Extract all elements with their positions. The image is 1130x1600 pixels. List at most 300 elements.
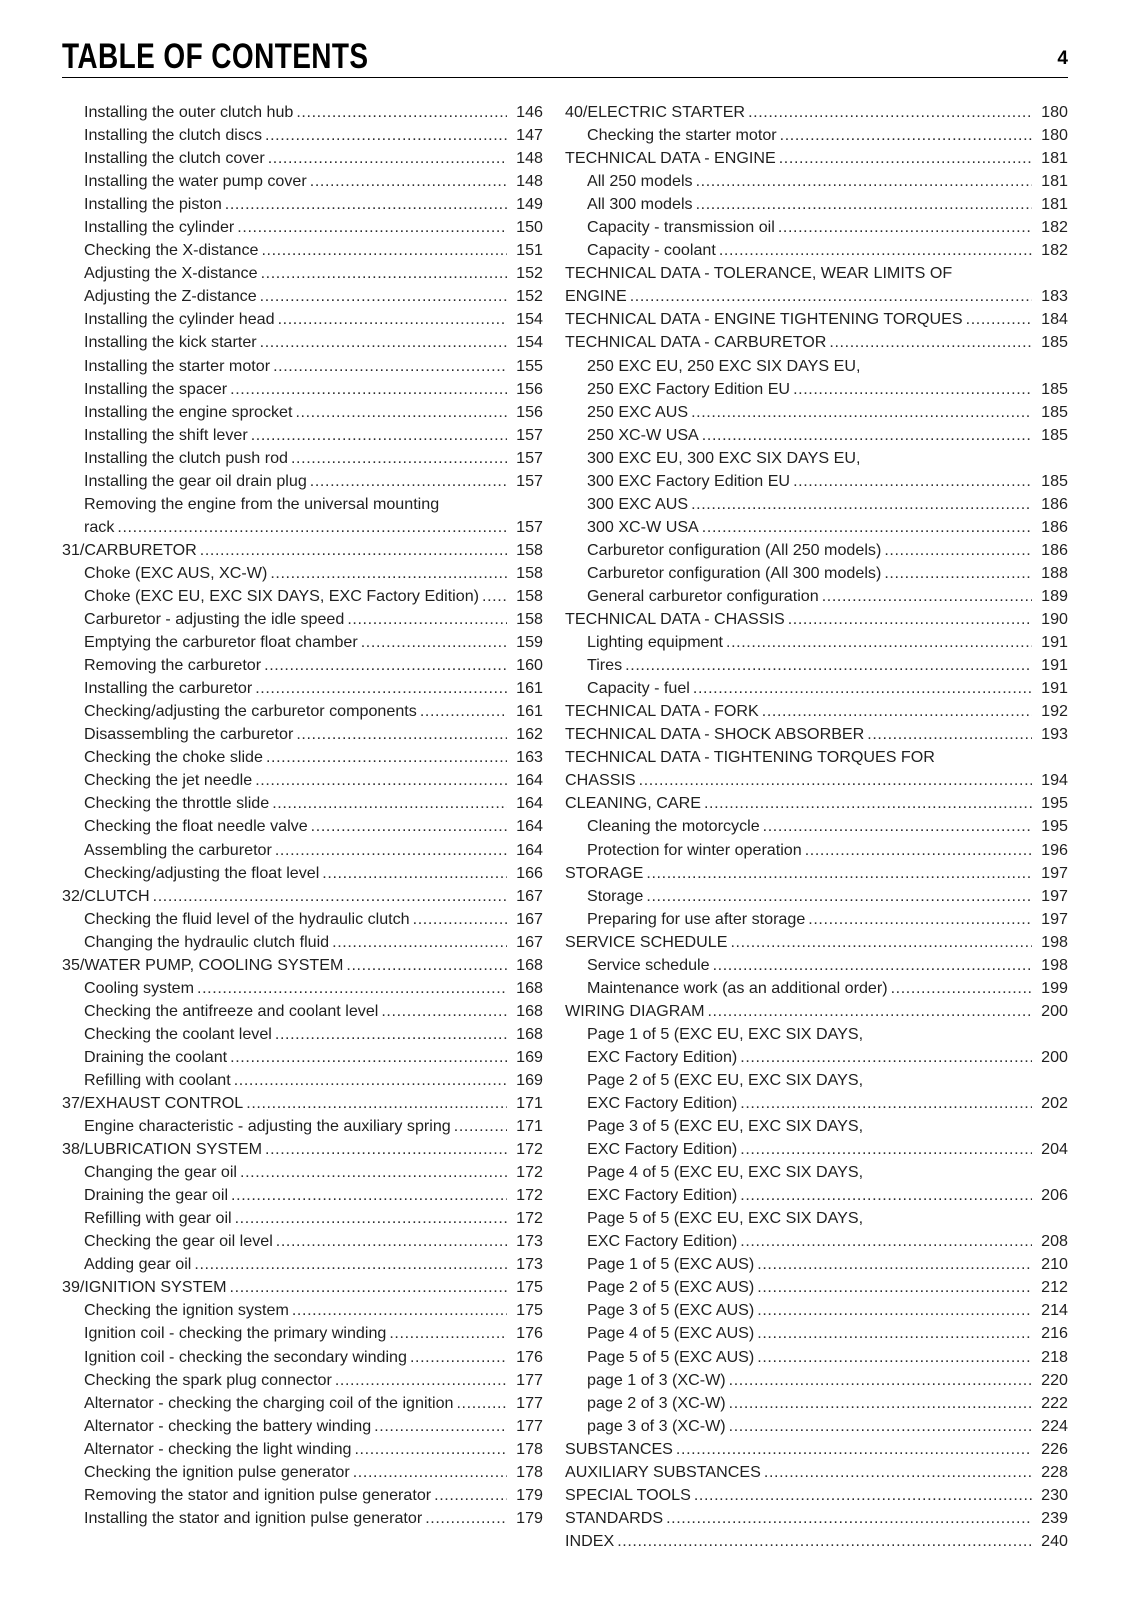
toc-page-number: 183 [1041,287,1068,306]
toc-entry[interactable] [62,1138,543,1161]
toc-entry-line [587,1346,1068,1369]
toc-entry[interactable] [62,885,543,908]
toc-page-number: 239 [1041,1508,1068,1527]
toc-page-number: 200 [1041,1001,1068,1020]
toc-dot-leader [693,677,1032,700]
toc-page-number: 185 [1041,425,1068,444]
toc-entry-label: Installing the cylinder head [84,310,275,329]
toc-dot-leader [296,723,507,746]
toc-entry[interactable] [565,1415,1068,1438]
toc-entry-line [62,954,543,977]
toc-page-number: 216 [1041,1324,1068,1343]
toc-page-number: 185 [1041,402,1068,421]
toc-entry[interactable] [62,1046,543,1069]
toc-entry-line [587,239,1068,262]
toc-entry[interactable] [565,562,1068,585]
toc-entry[interactable] [565,308,1068,331]
toc-entry-line [587,1253,1068,1276]
toc-entry[interactable] [62,401,543,424]
toc-page-number: 198 [1041,955,1068,974]
toc-entry[interactable] [62,470,543,493]
toc-page-number: 172 [516,1140,543,1159]
toc-entry[interactable] [62,1023,543,1046]
toc-entry-line [587,885,1068,908]
toc-dot-leader [966,308,1032,331]
toc-entry[interactable] [62,124,543,147]
toc-entry-label: Preparing for use after storage [587,909,806,928]
toc-entry[interactable] [565,170,1068,193]
toc-entry[interactable] [62,769,543,792]
toc-entry[interactable] [62,1415,543,1438]
toc-entry-line [565,792,1068,815]
toc-dot-leader [793,378,1032,401]
toc-entry[interactable] [565,216,1068,239]
toc-dot-leader [275,839,507,862]
toc-entry-line [84,1000,543,1023]
toc-entry[interactable] [62,562,543,585]
toc-entry-label: INDEX [565,1531,615,1550]
toc-entry-label: Checking the float needle valve [84,817,308,836]
toc-entry-line [587,1092,1068,1115]
toc-entry[interactable] [62,539,543,562]
toc-dot-leader [729,1369,1032,1392]
toc-entry[interactable] [565,1392,1068,1415]
toc-entry[interactable] [62,908,543,931]
toc-entry[interactable] [565,723,1068,746]
toc-entry[interactable] [565,1507,1068,1530]
toc-entry-label: Changing the hydraulic clutch fluid [84,932,330,951]
toc-entry[interactable] [565,355,1068,401]
toc-entry[interactable] [565,585,1068,608]
toc-page-number: 164 [516,817,543,836]
toc-page-number: 154 [516,310,543,329]
toc-entry[interactable] [565,1346,1068,1369]
toc-dot-leader [354,1438,507,1461]
toc-page-number: 204 [1041,1140,1068,1159]
toc-entry[interactable] [565,977,1068,1000]
toc-dot-leader [666,1507,1032,1530]
toc-dot-leader [389,1322,507,1345]
toc-entry-line [84,977,543,1000]
toc-page-number: 179 [516,1485,543,1504]
toc-entry-label: Page 2 of 5 (EXC EU, EXC SIX DAYS, [587,1070,864,1089]
toc-entry-line [587,1046,1068,1069]
toc-entry[interactable] [565,401,1068,424]
toc-entry[interactable] [62,1507,543,1530]
toc-page-number: 161 [516,679,543,698]
toc-entry[interactable] [62,1322,543,1345]
toc-entry[interactable] [565,1322,1068,1345]
toc-page-number: 191 [1041,656,1068,675]
toc-entry[interactable] [565,954,1068,977]
toc-entry-label: Refilling with gear oil [84,1209,232,1228]
toc-entry[interactable] [565,1000,1068,1023]
toc-entry[interactable] [62,1484,543,1507]
toc-entry-line [62,885,543,908]
toc-entry-line [587,908,1068,931]
toc-entry[interactable] [62,1230,543,1253]
toc-entry[interactable] [62,1115,543,1138]
toc-entry[interactable] [62,193,543,216]
toc-entry-label: Choke (EXC EU, EXC SIX DAYS, EXC Factory Edition) [84,586,480,605]
toc-page-number: 199 [1041,978,1068,997]
toc-dot-leader [194,1253,507,1276]
toc-entry[interactable] [565,147,1068,170]
toc-entry-line [565,308,1068,331]
toc-dot-leader [822,585,1032,608]
toc-entry[interactable] [565,1530,1068,1553]
toc-dot-leader [707,1000,1032,1023]
toc-entry[interactable] [565,516,1068,539]
toc-page-number: 240 [1041,1531,1068,1550]
toc-entry[interactable] [62,1346,543,1369]
toc-entry[interactable] [62,1000,543,1023]
toc-dot-leader [264,654,507,677]
toc-entry-label: EXC Factory Edition) [587,1094,738,1113]
toc-entry-label: Lighting equipment [587,633,724,652]
toc-entry[interactable] [565,792,1068,815]
toc-dot-leader [434,1484,507,1507]
toc-entry-label: TECHNICAL DATA - ENGINE [565,149,776,168]
toc-dot-leader [296,101,507,124]
toc-entry-line [587,977,1068,1000]
toc-page-number: 178 [516,1462,543,1481]
toc-dot-leader [646,885,1032,908]
toc-entry-line [565,862,1068,885]
toc-page-number: 186 [1041,517,1068,536]
toc-entry-line [565,746,1068,769]
toc-entry[interactable] [62,839,543,862]
toc-dot-leader [691,493,1032,516]
toc-entry[interactable] [565,654,1068,677]
toc-page-number: 206 [1041,1186,1068,1205]
toc-entry[interactable] [62,331,543,354]
toc-entry[interactable] [565,1484,1068,1507]
toc-entry[interactable] [62,723,543,746]
toc-entry-line [587,1207,1068,1230]
toc-entry[interactable] [62,631,543,654]
toc-dot-leader [702,516,1032,539]
toc-entry-line [84,239,543,262]
toc-entry[interactable] [565,239,1068,262]
toc-dot-leader [691,401,1032,424]
toc-entry-label: Installing the cylinder [84,218,235,237]
toc-page-number: 179 [516,1508,543,1527]
toc-entry[interactable] [62,493,543,539]
toc-page-number: 150 [516,218,543,237]
toc-entry-label: EXC Factory Edition) [587,1232,738,1251]
toc-dot-leader [676,1438,1032,1461]
toc-entry-line [587,815,1068,838]
toc-dot-leader [808,908,1032,931]
toc-entry-label: Installing the starter motor [84,356,271,375]
toc-entry[interactable] [62,954,543,977]
toc-entry[interactable] [565,746,1068,792]
toc-entry[interactable] [62,1092,543,1115]
toc-dot-leader [757,1346,1032,1369]
toc-entry-line [84,1069,543,1092]
toc-page-number: 212 [1041,1278,1068,1297]
toc-entry[interactable] [565,815,1068,838]
toc-entry[interactable] [565,885,1068,908]
toc-entry-label: Service schedule [587,955,710,974]
toc-entry[interactable] [565,262,1068,308]
toc-page-number: 149 [516,195,543,214]
toc-dot-leader [374,1415,507,1438]
toc-dot-leader [270,562,507,585]
toc-page-number: 158 [516,610,543,629]
toc-entry[interactable] [62,355,543,378]
toc-entry-label: Checking the jet needle [84,771,253,790]
toc-dot-leader [454,1115,507,1138]
toc-entry-label: Installing the engine sprocket [84,402,293,421]
toc-dot-leader [891,977,1032,1000]
toc-entry[interactable] [62,1461,543,1484]
toc-page-number: 195 [1041,794,1068,813]
toc-dot-leader [704,792,1032,815]
toc-entry-label: CLEANING, CARE [565,794,701,813]
toc-entry[interactable] [62,815,543,838]
toc-entry[interactable] [62,1392,543,1415]
toc-entry[interactable] [565,493,1068,516]
toc-entry[interactable] [565,1207,1068,1253]
toc-entry[interactable] [62,308,543,331]
toc-entry[interactable] [62,1438,543,1461]
toc-dot-leader [200,539,507,562]
toc-page-number: 193 [1041,725,1068,744]
toc-entry-line [587,1184,1068,1207]
toc-page-number: 164 [516,771,543,790]
toc-entry[interactable] [62,700,543,723]
toc-entry[interactable] [565,124,1068,147]
toc-entry[interactable] [62,1276,543,1299]
toc-dot-leader [420,700,507,723]
toc-entry-label: Installing the shift lever [84,425,248,444]
toc-entry-line [84,1369,543,1392]
toc-entry-label: Page 1 of 5 (EXC AUS) [587,1255,755,1274]
toc-entry[interactable] [62,1184,543,1207]
toc-entry[interactable] [62,1369,543,1392]
toc-entry[interactable] [62,746,543,769]
toc-entry-line [84,1346,543,1369]
toc-page-number: 163 [516,748,543,767]
toc-entry[interactable] [62,1069,543,1092]
toc-entry[interactable] [565,331,1068,354]
toc-page-number: 189 [1041,586,1068,605]
toc-entry[interactable] [62,608,543,631]
toc-entry-label: Page 3 of 5 (EXC AUS) [587,1301,755,1320]
toc-entry[interactable] [62,216,543,239]
toc-entry-line [84,654,543,677]
toc-entry[interactable] [565,1253,1068,1276]
toc-page-number: 180 [1041,126,1068,145]
toc-dot-leader [617,1530,1032,1553]
toc-dot-leader [757,1299,1032,1322]
toc-entry[interactable] [62,424,543,447]
toc-entry-label: TECHNICAL DATA - TIGHTENING TORQUES FOR [565,748,935,767]
toc-entry-label: Checking/adjusting the carburetor components [84,702,417,721]
toc-entry[interactable] [62,101,543,124]
toc-entry[interactable] [565,1069,1068,1115]
toc-page-number: 210 [1041,1255,1068,1274]
toc-entry[interactable] [565,1115,1068,1161]
toc-entry-line [587,654,1068,677]
toc-entry-label: Installing the clutch cover [84,149,265,168]
toc-entry-line [84,1507,543,1530]
toc-entry-label: STORAGE [565,863,644,882]
toc-dot-leader [347,608,507,631]
toc-dot-leader [867,723,1032,746]
toc-page-number: 175 [516,1301,543,1320]
toc-page-number: 161 [516,702,543,721]
toc-dot-leader [153,885,507,908]
toc-entry[interactable] [565,1023,1068,1069]
toc-column-right [565,101,1130,1553]
toc-entry[interactable] [62,285,543,308]
toc-entry-label: Choke (EXC AUS, XC-W) [84,563,268,582]
toc-entry-label: Alternator - checking the battery winding [84,1416,372,1435]
toc-page-number: 173 [516,1255,543,1274]
toc-page-number: 148 [516,172,543,191]
toc-dot-leader [713,954,1032,977]
toc-entry[interactable] [62,239,543,262]
toc-dot-leader [237,216,507,239]
toc-entry-label: Installing the water pump cover [84,172,307,191]
toc-entry[interactable] [62,585,543,608]
toc-entry-label: Adjusting the X-distance [84,264,258,283]
toc-page-number: 160 [516,656,543,675]
toc-entry[interactable] [565,1299,1068,1322]
toc-entry[interactable] [62,1299,543,1322]
toc-dot-leader [310,470,507,493]
toc-entry-line [587,516,1068,539]
toc-dot-leader [381,1000,507,1023]
toc-dot-leader [410,1346,507,1369]
toc-entry-label: 250 XC-W USA [587,425,699,444]
toc-entry-label: 250 EXC AUS [587,402,689,421]
toc-entry[interactable] [565,1438,1068,1461]
toc-page-number: 167 [516,909,543,928]
toc-entry[interactable] [565,700,1068,723]
toc-page-number: 171 [516,1094,543,1113]
toc-entry[interactable] [62,378,543,401]
toc-entry-label: AUXILIARY SUBSTANCES [565,1462,761,1481]
toc-entry-line [587,493,1068,516]
toc-dot-leader [332,931,507,954]
toc-page-number: 224 [1041,1416,1068,1435]
toc-entry[interactable] [62,977,543,1000]
toc-entry[interactable] [62,170,543,193]
toc-entry-line [587,424,1068,447]
toc-entry[interactable] [62,1253,543,1276]
toc-dot-leader [482,585,507,608]
toc-page-number: 167 [516,932,543,951]
toc-page-number: 191 [1041,633,1068,652]
toc-page-number: 168 [516,1001,543,1020]
toc-entry-line [84,308,543,331]
toc-page-number: 214 [1041,1301,1068,1320]
toc-entry[interactable] [565,539,1068,562]
toc-page-number: 230 [1041,1485,1068,1504]
toc-page-number: 164 [516,794,543,813]
toc-entry[interactable] [565,908,1068,931]
toc-entry[interactable] [565,1461,1068,1484]
toc-dot-leader [757,1276,1032,1299]
toc-entry-label: Capacity - coolant [587,241,716,260]
toc-entry[interactable] [565,608,1068,631]
toc-page-number: 192 [1041,702,1068,721]
toc-entry[interactable] [62,792,543,815]
toc-dot-leader [757,1253,1032,1276]
toc-entry[interactable] [565,931,1068,954]
toc-entry[interactable] [565,862,1068,885]
toc-dot-leader [639,769,1032,792]
toc-entry[interactable] [565,631,1068,654]
toc-dot-leader [273,355,507,378]
toc-entry[interactable] [62,147,543,170]
toc-page-number: 159 [516,633,543,652]
toc-page-number: 168 [516,1024,543,1043]
toc-entry[interactable] [565,424,1068,447]
toc-entry-line [84,1046,543,1069]
toc-entry[interactable] [565,101,1068,124]
toc-dot-leader [246,1092,507,1115]
toc-entry[interactable] [565,839,1068,862]
toc-entry-label: Checking the fluid level of the hydraulic clutch [84,909,410,928]
toc-dot-leader [763,815,1032,838]
toc-entry[interactable] [565,1369,1068,1392]
toc-entry[interactable] [565,677,1068,700]
toc-entry[interactable] [62,931,543,954]
toc-dot-leader [740,1046,1032,1069]
toc-page-number: 176 [516,1347,543,1366]
toc-entry-line [62,1276,543,1299]
toc-page-number: 222 [1041,1393,1068,1412]
toc-entry-line [84,608,543,631]
toc-entry[interactable] [62,262,543,285]
toc-entry-label: Storage [587,886,644,905]
toc-entry[interactable] [62,677,543,700]
toc-entry[interactable] [62,862,543,885]
toc-page-number: 162 [516,725,543,744]
toc-entry-label: Cooling system [84,978,195,997]
toc-dot-leader [260,285,507,308]
toc-entry[interactable] [62,447,543,470]
toc-entry-line [84,378,543,401]
toc-entry[interactable] [565,193,1068,216]
toc-entry[interactable] [565,1161,1068,1207]
toc-page-number: 176 [516,1324,543,1343]
toc-dot-leader [295,401,507,424]
toc-entry-label: TECHNICAL DATA - ENGINE TIGHTENING TORQUES [565,310,963,329]
toc-entry[interactable] [62,1207,543,1230]
toc-entry-line [84,147,543,170]
toc-page-number: 156 [516,379,543,398]
toc-entry-line [84,262,543,285]
toc-dot-leader [265,1138,507,1161]
toc-entry[interactable] [565,447,1068,493]
toc-entry[interactable] [62,1161,543,1184]
toc-entry[interactable] [565,1276,1068,1299]
toc-entry-label: 250 EXC EU, 250 EXC SIX DAYS EU, [587,356,861,375]
toc-dot-leader [260,331,507,354]
toc-entry-label: 40/ELECTRIC STARTER [565,103,746,121]
toc-page-number: 152 [516,264,543,283]
toc-page-number: 155 [516,356,543,375]
toc-page-number: 186 [1041,540,1068,559]
toc-entry[interactable] [62,654,543,677]
toc-entry-label: Checking the starter motor [587,126,777,145]
